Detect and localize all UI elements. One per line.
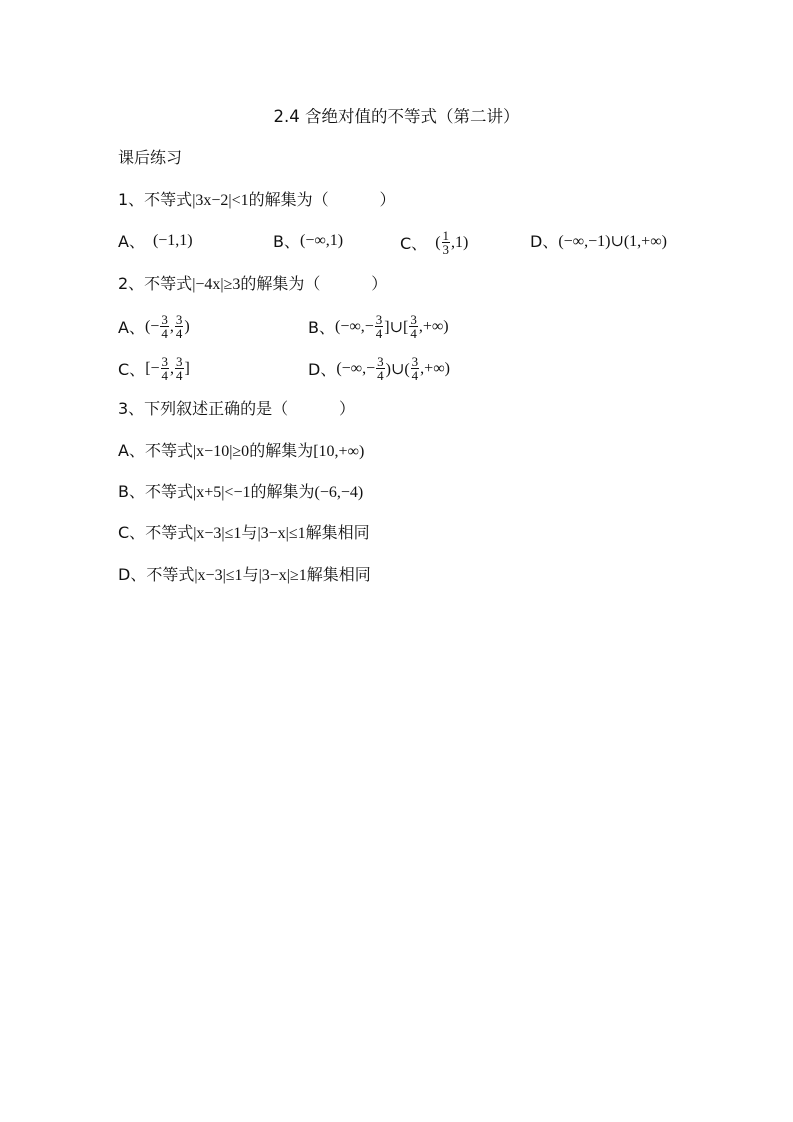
question-1-option-d[interactable] <box>530 229 667 252</box>
option-math: (−∞,−1)∪(1,+∞) <box>558 232 667 250</box>
option-math: ]∪[ <box>384 318 409 336</box>
numerator: 3 <box>377 354 384 369</box>
question-1-stem <box>118 190 396 211</box>
stem-math: |3x−2|<1 <box>192 192 249 209</box>
question-3-option-c[interactable] <box>118 523 370 544</box>
option-math: (−6,−4) <box>314 484 364 501</box>
denominator: 3 <box>442 242 450 257</box>
option-text: 与 <box>241 523 258 542</box>
option-math: )∪( <box>385 360 410 378</box>
option-text: 的解集为 <box>250 482 315 501</box>
question-1-option-a[interactable] <box>118 229 193 252</box>
stem-text: 的解集为（ ） <box>248 190 396 209</box>
option-math: ( <box>427 233 441 251</box>
stem-text: 1、不等式 <box>118 190 193 209</box>
option-math: (−∞,− <box>336 359 376 377</box>
denominator: 4 <box>375 326 383 341</box>
option-label: C、 <box>400 234 428 253</box>
question-3-option-d[interactable] <box>118 565 371 586</box>
option-label: D、 <box>308 360 337 379</box>
option-math: |x+5|<−1 <box>193 484 251 501</box>
fraction <box>411 355 420 382</box>
option-label: B、 <box>273 232 300 251</box>
option-math: (−∞,− <box>334 317 374 335</box>
question-2-option-b[interactable] <box>308 313 449 340</box>
question-3-stem: 3、下列叙述正确的是（ ） <box>118 399 356 418</box>
numerator: 3 <box>411 354 419 369</box>
option-math: |x−3|≤1 <box>193 525 242 542</box>
stem-text: 2、不等式 <box>118 274 193 293</box>
stem-math: |−4x|≥3 <box>192 276 241 293</box>
option-label: A、 <box>118 232 145 251</box>
option-text: 解集相同 <box>306 565 371 584</box>
option-label: A、 <box>118 318 145 337</box>
denominator: 4 <box>161 368 169 383</box>
option-label: D、 <box>530 232 559 251</box>
page-title: 2.4 含绝对值的不等式（第二讲） <box>273 107 520 126</box>
denominator: 4 <box>410 326 417 341</box>
option-math: |x−10|≥0 <box>192 443 250 460</box>
option-text: 不等式 <box>145 523 194 542</box>
fraction <box>375 313 384 340</box>
option-math: , <box>169 317 174 335</box>
option-math: (− <box>144 317 160 335</box>
stem-text: 的解集为（ ） <box>240 274 388 293</box>
fraction <box>409 313 418 340</box>
option-label: D、 <box>118 565 147 584</box>
option-label: A、 <box>118 441 145 460</box>
question-2-option-d[interactable] <box>308 355 450 382</box>
denominator: 4 <box>176 368 183 383</box>
fraction <box>161 355 170 382</box>
fraction <box>175 355 184 382</box>
denominator: 4 <box>175 326 183 341</box>
option-math: [− <box>145 359 160 377</box>
option-math: |x−3|≤1 <box>194 567 243 584</box>
option-text: 不等式 <box>144 441 193 460</box>
question-2-option-c[interactable] <box>118 355 190 382</box>
numerator: 3 <box>161 312 168 327</box>
numerator: 3 <box>375 312 383 327</box>
numerator: 1 <box>442 228 450 243</box>
question-3-option-b[interactable] <box>118 482 363 503</box>
question-2-stem <box>118 274 387 295</box>
denominator: 4 <box>161 326 168 341</box>
fraction <box>175 313 184 340</box>
fraction <box>376 355 385 382</box>
question-2-option-a[interactable] <box>118 313 190 340</box>
option-math: ,1) <box>451 233 469 251</box>
numerator: 3 <box>175 312 183 327</box>
option-math: ,+∞) <box>420 359 450 377</box>
option-text: 不等式 <box>144 482 193 501</box>
denominator: 4 <box>377 368 384 383</box>
option-label: C、 <box>118 360 146 379</box>
numerator: 3 <box>161 354 169 369</box>
option-math: ] <box>184 359 190 377</box>
option-text: 的解集为 <box>249 441 314 460</box>
option-label: C、 <box>118 523 146 542</box>
option-label: B、 <box>308 318 335 337</box>
section-heading: 课后练习 <box>118 148 183 167</box>
fraction <box>442 229 451 256</box>
numerator: 3 <box>410 312 417 327</box>
numerator: 3 <box>176 354 183 369</box>
fraction <box>160 313 169 340</box>
denominator: 4 <box>411 368 419 383</box>
option-math: |3−x|≤1 <box>257 525 306 542</box>
option-math: , <box>170 359 175 377</box>
option-math: (−∞,1) <box>299 231 344 249</box>
question-1-option-c[interactable] <box>400 229 468 256</box>
option-math: |3−x|≥1 <box>258 567 307 584</box>
option-label: B、 <box>118 482 145 501</box>
option-text: 解集相同 <box>305 523 370 542</box>
option-math: (−1,1) <box>144 231 193 249</box>
option-math: ) <box>184 317 190 335</box>
option-math: ,+∞) <box>418 317 449 335</box>
option-math: [10,+∞) <box>313 443 365 460</box>
option-text: 与 <box>242 565 259 584</box>
option-text: 不等式 <box>146 565 195 584</box>
question-3-option-a[interactable] <box>118 441 364 462</box>
question-1-option-b[interactable] <box>273 229 343 252</box>
